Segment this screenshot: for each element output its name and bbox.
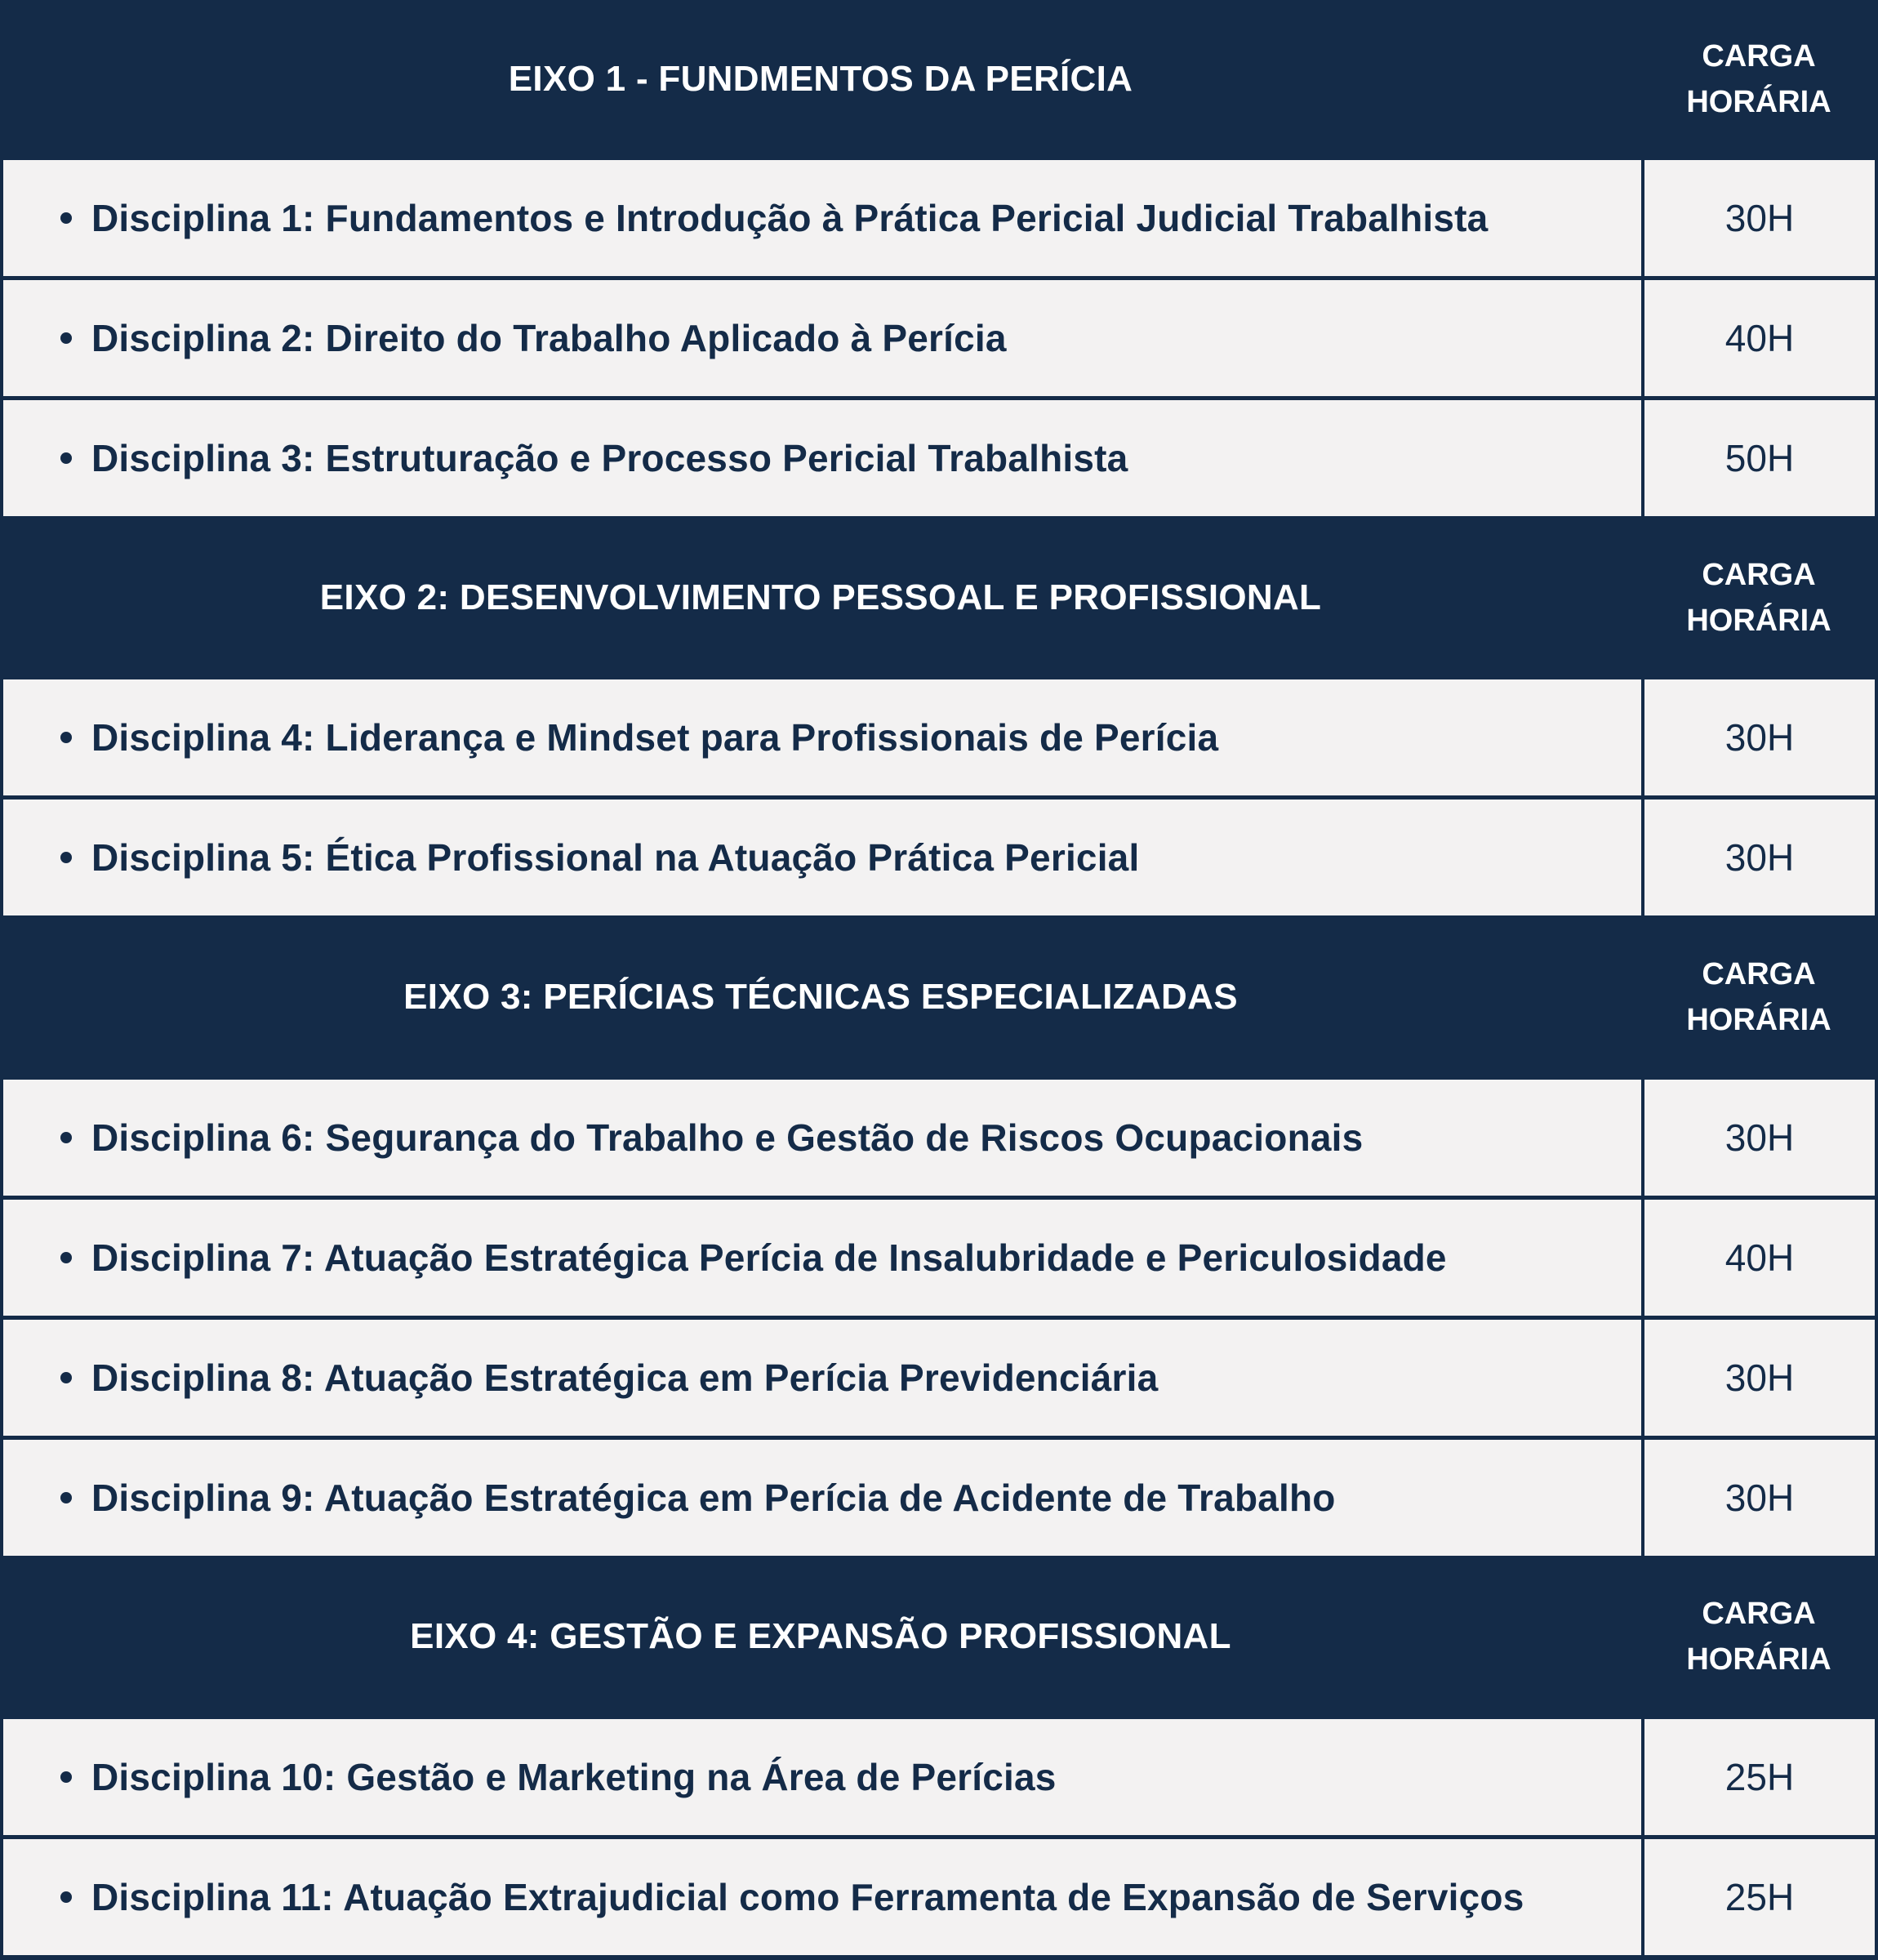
- section-title: EIXO 1 - FUNDMENTOS DA PERÍCIA: [508, 59, 1133, 99]
- table-row: [0, 1320, 1878, 1439]
- carga-label-line-1: CARGA: [1702, 39, 1816, 74]
- bullet-icon: [60, 1252, 72, 1263]
- discipline-cell: [3, 800, 1641, 915]
- discipline-name: Disciplina 11: Atuação Extrajudicial como Ferramenta de Expansão de Serviços: [91, 1876, 1524, 1918]
- hours-cell: 30H: [1644, 1320, 1875, 1436]
- hours-cell: 40H: [1644, 1200, 1875, 1316]
- discipline-cell: [3, 400, 1641, 516]
- discipline-name: Disciplina 2: Direito do Trabalho Aplicado à Perícia: [91, 317, 1007, 359]
- hours-cell: 30H: [1644, 1440, 1875, 1556]
- discipline-name: Disciplina 10: Gestão e Marketing na Área de Perícias: [91, 1756, 1057, 1798]
- table-row: [0, 1200, 1878, 1319]
- carga-label-line-1: CARGA: [1702, 1597, 1816, 1631]
- discipline-cell: [3, 1440, 1641, 1556]
- bullet-icon: [60, 452, 72, 464]
- hours-cell: 40H: [1644, 280, 1875, 396]
- section-header-eixo-3: [0, 917, 1878, 1077]
- section-title: EIXO 2: DESENVOLVIMENTO PESSOAL E PROFISSIONAL: [319, 577, 1322, 617]
- table-row: [0, 1839, 1878, 1958]
- bullet-icon: [60, 1891, 72, 1903]
- hours-cell: 50H: [1644, 400, 1875, 516]
- table-row: [0, 1080, 1878, 1199]
- carga-horaria-header: [1643, 1557, 1875, 1717]
- section-title: EIXO 3: PERÍCIAS TÉCNICAS ESPECIALIZADAS: [403, 977, 1238, 1017]
- hours-cell: 30H: [1644, 679, 1875, 795]
- carga-label-line-2: HORÁRIA: [1686, 85, 1831, 119]
- hours-cell: 25H: [1644, 1839, 1875, 1955]
- carga-label-line-2: HORÁRIA: [1686, 1003, 1831, 1037]
- discipline-name: Disciplina 8: Atuação Estratégica em Perícia Previdenciária: [91, 1356, 1159, 1399]
- discipline-cell: [3, 1080, 1641, 1196]
- discipline-cell: [3, 1719, 1641, 1835]
- hours-cell: 30H: [1644, 160, 1875, 276]
- discipline-name: Disciplina 7: Atuação Estratégica Perícia de Insalubridade e Periculosidade: [91, 1236, 1447, 1279]
- carga-horaria-header: [1643, 917, 1875, 1077]
- discipline-name: Disciplina 3: Estruturação e Processo Pericial Trabalhista: [91, 437, 1128, 479]
- table-row: [0, 679, 1878, 799]
- bullet-icon: [60, 1771, 72, 1783]
- discipline-cell: [3, 1200, 1641, 1316]
- bullet-icon: [60, 212, 72, 224]
- bullet-icon: [60, 332, 72, 344]
- discipline-cell: [3, 280, 1641, 396]
- discipline-name: Disciplina 5: Ética Profissional na Atuação Prática Pericial: [91, 836, 1140, 879]
- table-row: [0, 1719, 1878, 1838]
- section-header-eixo-4: [0, 1557, 1878, 1717]
- hours-cell: 25H: [1644, 1719, 1875, 1835]
- discipline-name: Disciplina 1: Fundamentos e Introdução à Prática Pericial Judicial Trabalhista: [91, 197, 1489, 239]
- bullet-icon: [60, 732, 72, 743]
- carga-label-line-1: CARGA: [1702, 558, 1816, 592]
- discipline-name: Disciplina 6: Segurança do Trabalho e Gestão de Riscos Ocupacionais: [91, 1116, 1364, 1159]
- bullet-icon: [60, 1372, 72, 1383]
- table-row: [0, 800, 1878, 919]
- table-row: [0, 1440, 1878, 1559]
- hours-cell: 30H: [1644, 800, 1875, 915]
- discipline-name: Disciplina 9: Atuação Estratégica em Perícia de Acidente de Trabalho: [91, 1477, 1336, 1519]
- discipline-cell: [3, 160, 1641, 276]
- discipline-cell: [3, 1839, 1641, 1955]
- carga-horaria-header: [1643, 518, 1875, 678]
- discipline-cell: [3, 679, 1641, 795]
- hours-cell: 30H: [1644, 1080, 1875, 1196]
- section-header-eixo-2: [0, 518, 1878, 678]
- bullet-icon: [60, 1492, 72, 1503]
- bullet-icon: [60, 852, 72, 863]
- carga-label-line-1: CARGA: [1702, 957, 1816, 991]
- discipline-name: Disciplina 4: Liderança e Mindset para Profissionais de Perícia: [91, 716, 1219, 759]
- table-row: [0, 160, 1878, 279]
- discipline-cell: [3, 1320, 1641, 1436]
- table-row: [0, 280, 1878, 399]
- section-header-eixo-1: [0, 0, 1878, 158]
- carga-label-line-2: HORÁRIA: [1686, 604, 1831, 638]
- table-row: [0, 400, 1878, 519]
- bullet-icon: [60, 1132, 72, 1143]
- carga-horaria-header: [1643, 0, 1875, 158]
- carga-label-line-2: HORÁRIA: [1686, 1642, 1831, 1677]
- section-title: EIXO 4: GESTÃO E EXPANSÃO PROFISSIONAL: [410, 1616, 1231, 1656]
